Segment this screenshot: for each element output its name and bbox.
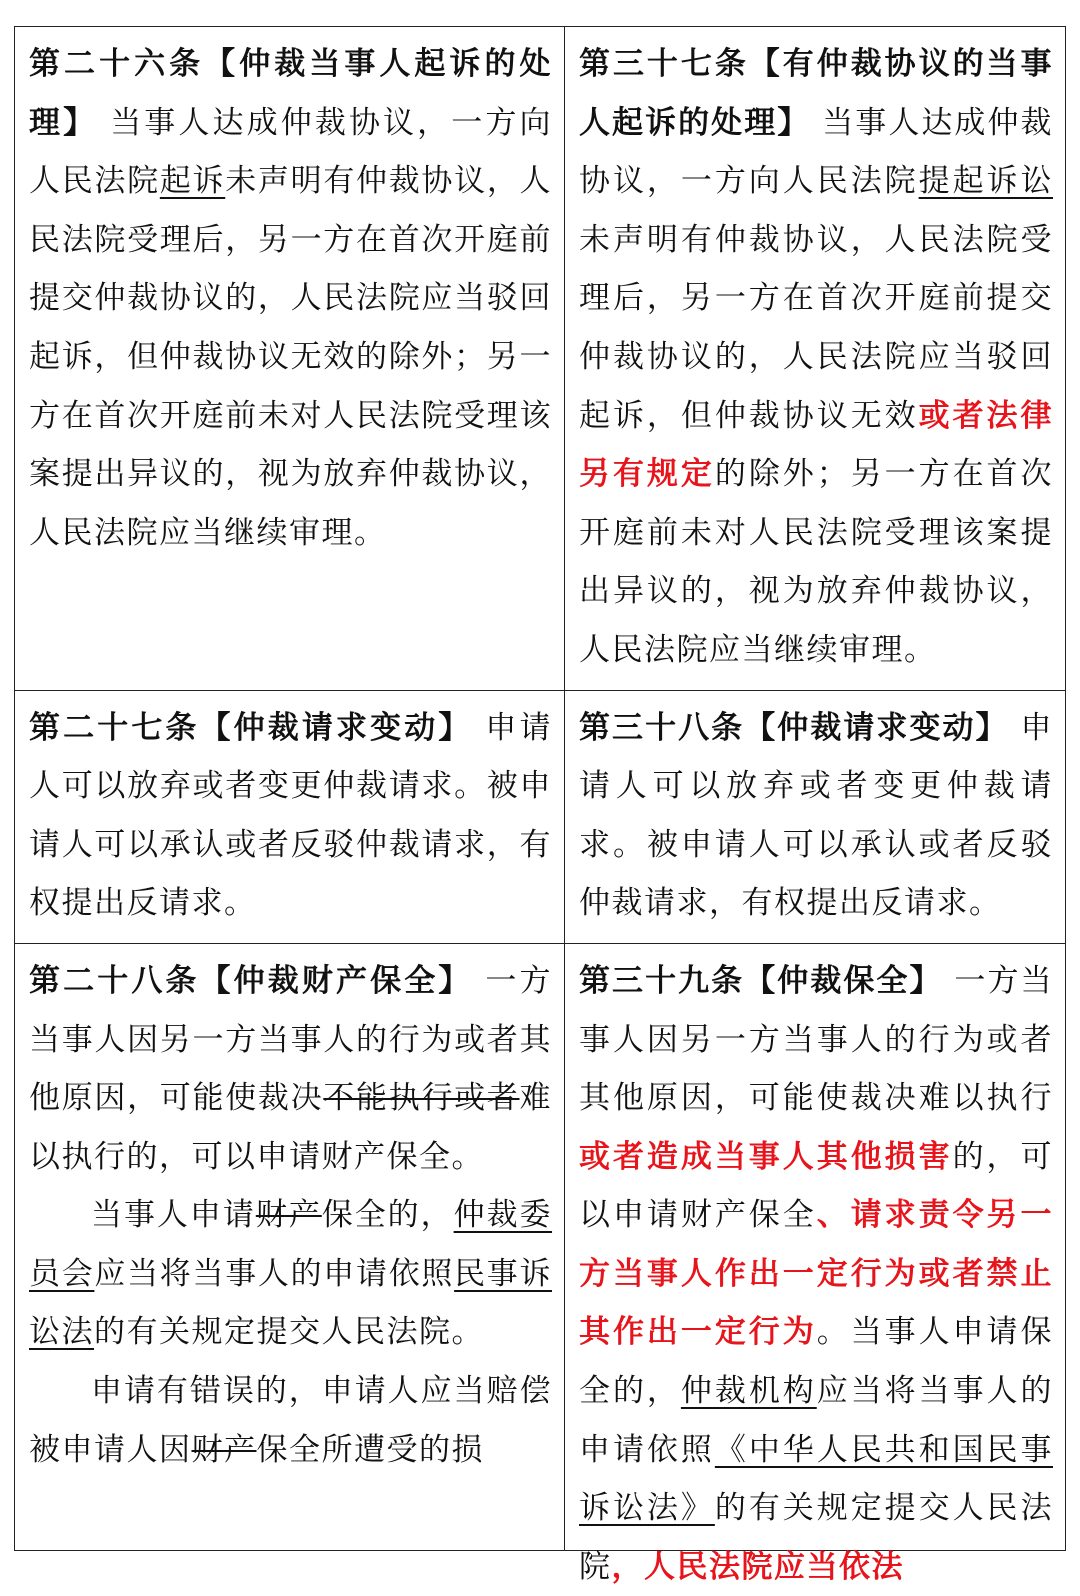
added-text: 、请求责令另一方当事人作出一定行为或者禁止其作出一定行为	[579, 1197, 1054, 1351]
paragraph	[29, 952, 552, 1186]
old-article-26	[15, 27, 565, 691]
added-text: ，人民法院应当依法	[611, 1548, 904, 1585]
old-article-28	[15, 943, 565, 1550]
added-text: 或者造成当事人其他损害	[579, 1138, 953, 1175]
added-text: 或者法律另有规定	[579, 397, 1054, 493]
underlined-text: 《中华人民共和国民事诉讼法》	[579, 1431, 1054, 1527]
underlined-text: 仲裁机构	[680, 1373, 817, 1410]
article-text: 一方当事人因另一方当事人的行为或者其他原因，可能使裁决	[29, 962, 552, 1117]
article-heading: 第二十八条【仲裁财产保全】	[29, 962, 473, 999]
article-heading: 第二十七条【仲裁请求变动】	[29, 709, 473, 746]
article-text: 保全的，	[321, 1197, 454, 1234]
article-text: 申请人可以放弃或者变更仲裁请求。被申请人可以承认或者反驳仲裁请求，有权提出反请求。	[29, 709, 552, 922]
article-text: 应当将当事人的申请依照	[94, 1255, 455, 1292]
deleted-text: 财产	[255, 1197, 322, 1234]
new-article-38	[565, 690, 1066, 943]
paragraph	[29, 1362, 552, 1479]
article-text: 的，可以申请财产保全	[579, 1138, 1054, 1234]
cell-content	[579, 952, 1054, 1585]
paragraph	[29, 1186, 552, 1362]
cell-content	[29, 952, 552, 1540]
comparison-table	[14, 26, 1066, 1585]
article-text: 的除外；另一方在首次开庭前未对人民法院受理该案提出异议的，视为放弃仲裁协议，人民法院应当继续审理。	[579, 456, 1054, 668]
table-row	[15, 943, 1066, 1550]
article-text: 申请人可以放弃或者变更仲裁请求。被申请人可以承认或者反驳仲裁请求，有权提出反请求。	[579, 709, 1053, 922]
article-text: 。当事人申请保全的，	[579, 1314, 1054, 1410]
article-text: 保全所遭受的损	[256, 1431, 484, 1468]
article-heading: 第三十八条【仲裁请求变动】	[579, 709, 1009, 746]
article-text: 一方当事人因另一方当事人的行为或者其他原因，可能使裁决难以执行	[579, 962, 1054, 1117]
article-heading: 第三十九条【仲裁保全】	[579, 962, 943, 999]
table-row	[15, 690, 1066, 943]
article-heading: 第三十七条【有仲裁协议的当事人起诉的处理】	[579, 46, 1053, 141]
deleted-text: 不能执行或者	[323, 1080, 520, 1117]
underlined-text: 起诉	[159, 163, 226, 200]
article-text: 当事人达成仲裁协议，一方向人民法院	[579, 104, 1054, 200]
article-text: 未声明有仲裁协议，人民法院受理后，另一方在首次开庭前提交仲裁协议的，人民法院应当驳回起诉，但仲裁协议无效	[579, 221, 1053, 434]
article-text: 的有关规定提交人民法院。	[94, 1314, 484, 1351]
underlined-text: 提起诉讼	[918, 163, 1054, 200]
table-row	[15, 27, 1066, 691]
old-article-27	[15, 690, 565, 943]
new-article-39	[565, 943, 1066, 1585]
new-article-37	[565, 27, 1066, 691]
article-text: 当事人达成仲裁协议，一方向人民法院	[29, 104, 552, 200]
article-text: 的有关规定提交人民法院	[579, 1490, 1054, 1585]
underlined-text: 民事诉讼法	[29, 1255, 553, 1351]
deleted-text: 财产	[191, 1431, 257, 1468]
article-text: 当事人申请	[91, 1197, 256, 1234]
article-heading: 第二十六条【仲裁当事人起诉的处理】	[29, 46, 552, 141]
underlined-text: 仲裁委员会	[29, 1197, 553, 1292]
article-text: 申请有错误的，申请人应当赔偿被申请人因	[29, 1373, 552, 1468]
article-text: 未声明有仲裁协议，人民法院受理后，另一方在首次开庭前提交仲裁协议的，人民法院应当驳回起诉，但仲裁协议无效的除外；另一方在首次开庭前未对人民法院受理该案提出异议的，视为放弃仲裁协议，人民法院应当继续审理。	[29, 163, 553, 551]
article-text: 难以执行的，可以申请财产保全。	[29, 1080, 553, 1175]
article-text: 应当将当事人的申请依照	[579, 1373, 1054, 1468]
